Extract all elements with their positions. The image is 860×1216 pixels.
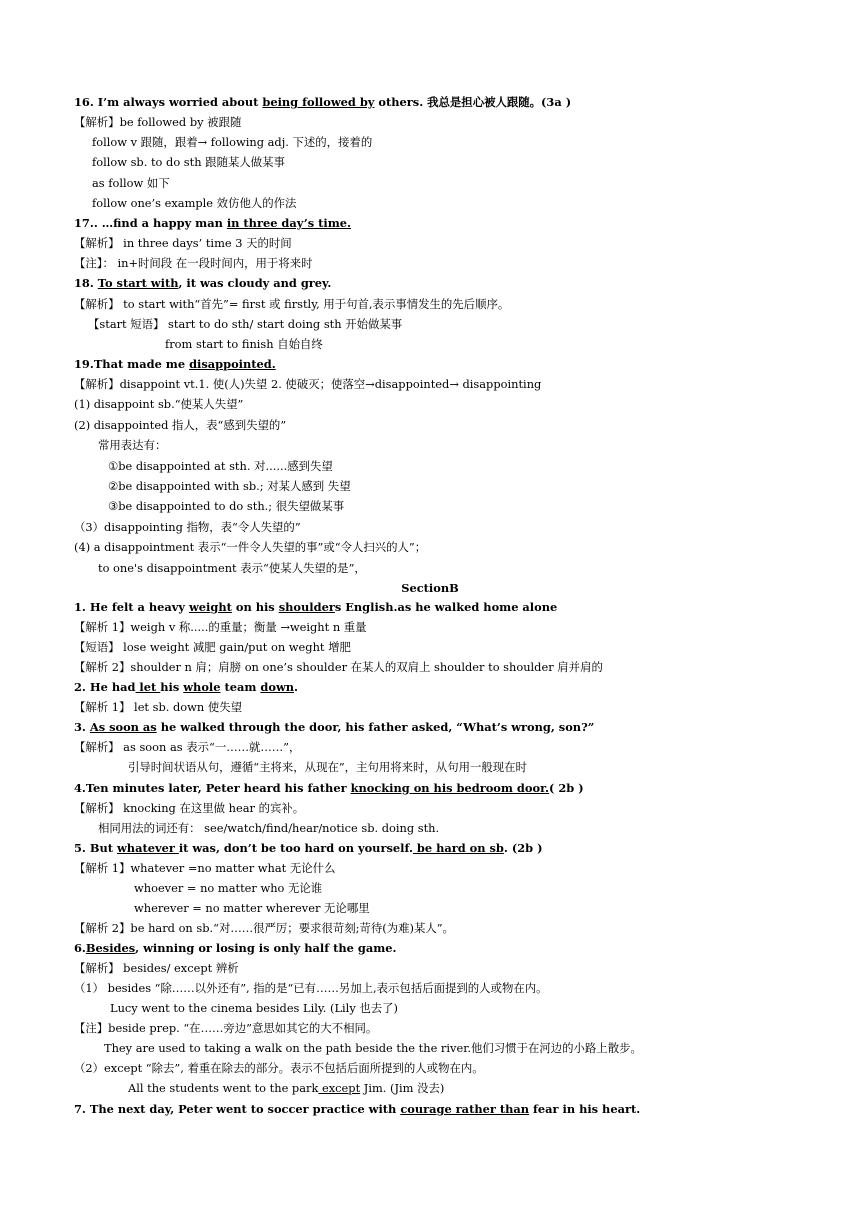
text-line <box>92 173 840 193</box>
text-segment: 4.Ten minutes later, Peter heard his father <box>74 781 351 795</box>
text-segment: as follow 如下 <box>92 176 170 190</box>
text-line <box>110 998 840 1018</box>
text-segment: （2）except “除去”, 着重在除去的部分。表示不包括后面所提到的人或物在内。 <box>74 1061 484 1075</box>
text-segment: 【解析 2】shoulder n 肩；肩膀 on one’s shoulder 在某人的双肩上 shoulder to shoulder 肩并肩的 <box>74 660 603 674</box>
text-line <box>92 132 840 152</box>
text-line <box>108 456 840 476</box>
text-segment: from start to finish 自始自终 <box>165 337 323 351</box>
text-line <box>74 697 840 717</box>
text-segment: being followed by <box>262 95 375 109</box>
text-segment: 【短语】 lose weight 减肥 gain/put on weght 增肥 <box>74 640 351 654</box>
text-segment: shoulder <box>278 600 335 614</box>
text-segment: 【解析 1】 let sb. down 使失望 <box>74 700 243 714</box>
text-segment: 5. But <box>74 841 117 855</box>
text-segment: 相同用法的词还有： see/watch/find/hear/notice sb. doing sth. <box>98 821 440 835</box>
text-line <box>165 334 840 354</box>
text-line <box>98 558 840 578</box>
text-segment: 17.. …find a happy man <box>74 216 227 230</box>
text-segment: 【注】： in+时间段 在一段时间内，用于将来时 <box>74 256 313 270</box>
text-line <box>92 193 840 213</box>
text-segment: wherever = no matter wherever 无论哪里 <box>134 901 370 915</box>
text-line <box>74 517 840 537</box>
text-line <box>74 273 840 293</box>
text-line <box>128 757 840 777</box>
text-line <box>74 637 840 657</box>
text-line <box>74 858 840 878</box>
text-segment: follow one’s example 效仿他人的作法 <box>92 196 297 210</box>
text-segment: 【解析】 besides/ except 辨析 <box>74 961 239 975</box>
text-segment: s English.as he walked home alone <box>334 600 558 614</box>
text-segment: whoever = no matter who 无论谁 <box>134 881 323 895</box>
text-segment: SectionB <box>401 581 459 595</box>
text-line <box>74 1018 840 1038</box>
text-segment: （1） besides “除……以外还有”, 指的是“已有……另加上,表示包括后面提到的人或物在内。 <box>74 981 548 995</box>
text-segment: whole <box>183 680 221 694</box>
text-segment: 【解析】be followed by 被跟随 <box>74 115 242 129</box>
text-line <box>74 233 840 253</box>
text-segment: (4) a disappointment 表示“一件令人失望的事”或“令人扫兴的人”； <box>74 540 427 554</box>
text-segment: 常用表达有： <box>98 438 167 452</box>
text-segment: knocking on his bedroom door. <box>350 781 550 795</box>
text-segment: down <box>260 680 295 694</box>
text-segment: fear in his heart. <box>529 1102 641 1116</box>
text-line <box>98 435 840 455</box>
text-segment: 【解析 1】whatever =no matter what 无论什么 <box>74 861 336 875</box>
text-segment: (2) disappointed 指人，表“感到失望的” <box>74 418 287 432</box>
text-line <box>74 838 840 858</box>
text-line <box>74 958 840 978</box>
text-segment: 【解析】disappoint vt.1. 使(人)失望 2. 使破灭；使落空→disappointed→ disappointing <box>74 377 542 391</box>
text-line <box>74 294 840 314</box>
text-segment: 【解析 2】be hard on sb.“对……很严厉；要求很苛刻;苛待(为难)某人”。 <box>74 921 454 935</box>
text-segment: Besides <box>85 941 136 955</box>
text-line <box>108 476 840 496</box>
text-segment: ③be disappointed to do sth.; 很失望做某事 <box>108 499 345 513</box>
text-line <box>74 617 840 637</box>
text-segment: Lucy went to the cinema besides Lily. (Lily 也去了) <box>110 1001 399 1015</box>
text-segment: 6. <box>74 941 86 955</box>
text-segment: 19.That made me <box>74 357 190 371</box>
text-segment: let <box>135 680 161 694</box>
text-segment: 3. <box>74 720 90 734</box>
text-segment: 7. The next day, Peter went to soccer practice with <box>74 1102 401 1116</box>
text-segment: 【解析】 knocking 在这里做 hear 的宾补。 <box>74 801 305 815</box>
text-segment: 【解析】 to start with“首先”= first 或 firstly, 用于句首,表示事情发生的先后顺序。 <box>74 297 510 311</box>
text-segment: They are used to taking a walk on the path beside the the river.他们习惯于在河边的小路上散步。 <box>104 1041 642 1055</box>
text-segment: be hard on sb <box>412 841 504 855</box>
text-line <box>74 92 840 112</box>
text-line <box>74 1099 840 1119</box>
text-segment: follow v 跟随，跟着→ following adj. 下述的，接着的 <box>92 135 373 149</box>
text-segment: follow sb. to do sth 跟随某人做某事 <box>92 155 285 169</box>
text-line <box>74 918 840 938</box>
text-segment: 【解析 1】weigh v 称.....的重量；衡量 →weight n 重量 <box>74 620 367 634</box>
text-segment: 【start 短语】 start to do sth/ start doing sth 开始做某事 <box>88 317 403 331</box>
text-segment: , winning or losing is only half the game. <box>135 941 397 955</box>
text-segment: 【解析】 in three days’ time 3 天的时间 <box>74 236 292 250</box>
text-line <box>74 213 840 233</box>
text-segment: To start with <box>97 276 179 290</box>
text-segment: ①be disappointed at sth. 对......感到失望 <box>108 459 333 473</box>
text-line <box>74 354 840 374</box>
text-segment: he walked through the door, his father asked, “What’s wrong, son?” <box>156 720 595 734</box>
text-line <box>74 253 840 273</box>
text-line <box>98 818 840 838</box>
text-line <box>0 578 860 598</box>
text-segment: disappointed. <box>189 357 276 371</box>
text-segment: 16. I’m always worried about <box>74 95 263 109</box>
text-segment: courage rather than <box>400 1102 530 1116</box>
text-line <box>88 314 840 334</box>
text-segment: team <box>220 680 261 694</box>
text-line <box>128 1078 840 1098</box>
text-line <box>74 537 840 557</box>
text-segment: . (2b ) <box>503 841 543 855</box>
text-segment: As soon as <box>89 720 157 734</box>
text-segment: （3）disappointing 指物，表“令人失望的” <box>74 520 301 534</box>
text-line <box>92 152 840 172</box>
text-line <box>74 717 840 737</box>
text-segment: except <box>318 1081 361 1095</box>
text-segment: ( 2b ) <box>549 781 584 795</box>
text-line <box>74 938 840 958</box>
text-segment: Jim. (Jim 没去) <box>360 1081 445 1095</box>
text-segment: 【解析】 as soon as 表示“一……就……”， <box>74 740 301 754</box>
text-line <box>134 878 840 898</box>
text-segment: weight <box>189 600 232 614</box>
text-segment: his <box>160 680 184 694</box>
text-segment: in three day’s time. <box>226 216 352 230</box>
text-line <box>134 898 840 918</box>
text-segment: (1) disappoint sb.“使某人失望” <box>74 397 244 411</box>
text-segment: 【注】beside prep. “在……旁边”意思如其它的大不相同。 <box>74 1021 378 1035</box>
text-line <box>74 394 840 414</box>
text-segment: to one's disappointment 表示“使某人失望的是”， <box>98 561 366 575</box>
text-segment: All the students went to the park <box>128 1081 319 1095</box>
text-line <box>74 374 840 394</box>
text-line <box>74 677 840 697</box>
text-segment: it was, don’t be too hard on yourself. <box>178 841 413 855</box>
text-line <box>74 978 840 998</box>
text-segment: others. 我总是担心被人跟随。(3a ) <box>374 95 572 109</box>
text-segment: 1. He felt a heavy <box>74 600 189 614</box>
text-line <box>74 798 840 818</box>
text-segment: on his <box>231 600 279 614</box>
text-line <box>108 496 840 516</box>
text-segment: whatever <box>117 841 179 855</box>
text-segment: 18. <box>74 276 98 290</box>
text-segment: ②be disappointed with sb.; 对某人感到 失望 <box>108 479 351 493</box>
text-segment: , it was cloudy and grey. <box>178 276 332 290</box>
text-line <box>74 597 840 617</box>
text-segment: 引导时间状语从句，遵循“主将来，从现在”，主句用将来时，从句用一般现在时 <box>128 760 527 774</box>
text-segment: 2. He had <box>74 680 136 694</box>
text-line <box>74 112 840 132</box>
text-line <box>74 415 840 435</box>
text-line <box>74 657 840 677</box>
text-line <box>104 1038 840 1058</box>
text-segment: . <box>294 680 299 694</box>
text-line <box>74 778 840 798</box>
text-line <box>74 737 840 757</box>
text-line <box>74 1058 840 1078</box>
